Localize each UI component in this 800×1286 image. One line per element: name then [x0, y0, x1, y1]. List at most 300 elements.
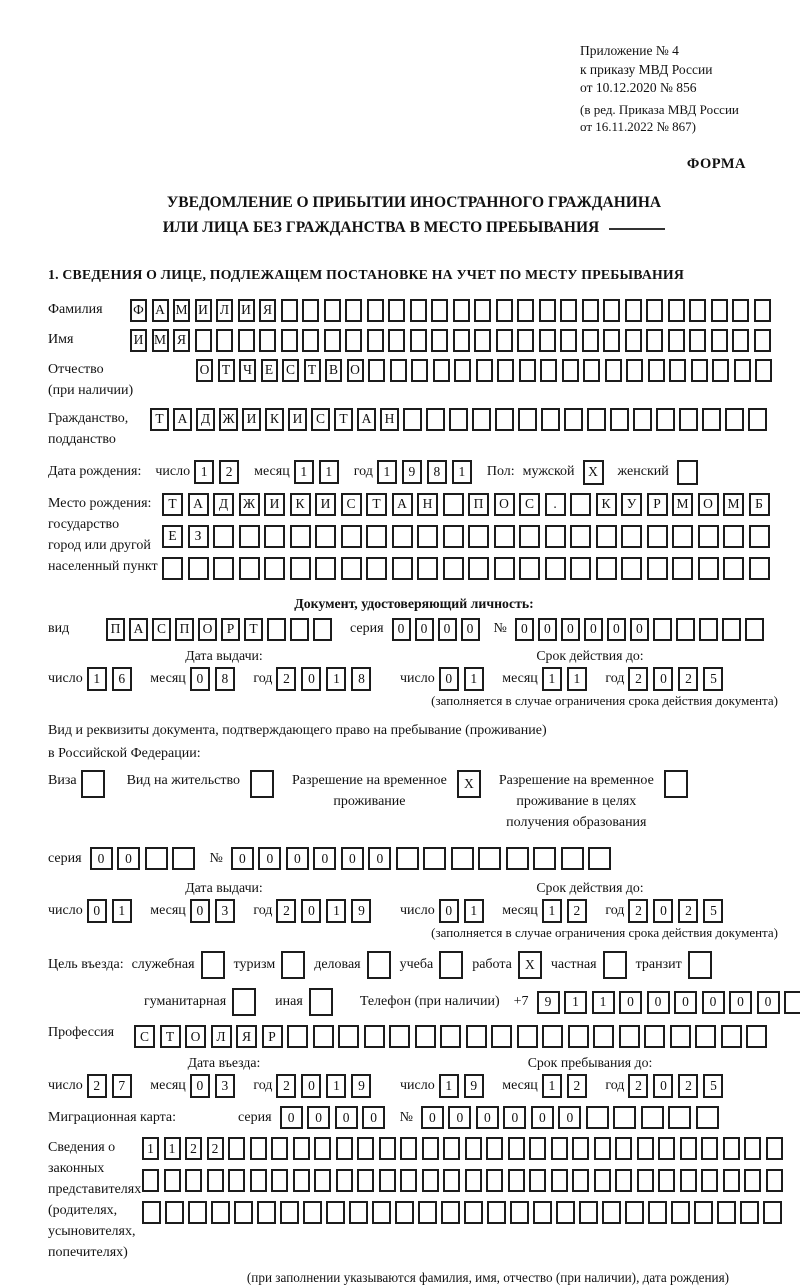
char-cell[interactable]	[188, 557, 209, 580]
char-cell[interactable]: У	[621, 493, 642, 516]
char-cell[interactable]	[422, 1137, 439, 1160]
char-cell[interactable]	[551, 1169, 568, 1192]
char-cell[interactable]	[689, 299, 706, 322]
char-cell[interactable]	[336, 1169, 353, 1192]
char-cell[interactable]	[646, 329, 663, 352]
char-cell[interactable]	[367, 299, 384, 322]
char-cell[interactable]: Ж	[239, 493, 260, 516]
char-cell[interactable]	[510, 1201, 529, 1224]
char-cell[interactable]	[679, 408, 698, 431]
char-cell[interactable]	[400, 1169, 417, 1192]
char-cell[interactable]	[433, 359, 450, 382]
char-cell[interactable]: П	[468, 493, 489, 516]
char-cell[interactable]	[518, 408, 537, 431]
char-cell[interactable]	[390, 359, 407, 382]
char-cell[interactable]: 0	[630, 618, 649, 641]
char-cell[interactable]	[572, 1169, 589, 1192]
char-cell[interactable]	[259, 329, 276, 352]
char-cell[interactable]	[701, 1137, 718, 1160]
char-cell[interactable]	[496, 329, 513, 352]
char-cell[interactable]: К	[265, 408, 284, 431]
char-cell[interactable]	[185, 1169, 202, 1192]
char-cell[interactable]	[302, 299, 319, 322]
char-cell[interactable]	[165, 1201, 184, 1224]
char-cell[interactable]	[754, 299, 771, 322]
char-cell[interactable]: 2	[567, 1074, 587, 1098]
char-cell[interactable]	[625, 1201, 644, 1224]
char-cell[interactable]: 2	[567, 899, 587, 923]
char-cell[interactable]: 0	[561, 618, 580, 641]
char-cell[interactable]	[582, 329, 599, 352]
char-cell[interactable]	[341, 557, 362, 580]
char-cell[interactable]	[582, 299, 599, 322]
char-cell[interactable]: Я	[173, 329, 190, 352]
char-cell[interactable]	[392, 525, 413, 548]
char-cell[interactable]	[701, 1169, 718, 1192]
char-cell[interactable]: И	[130, 329, 147, 352]
char-cell[interactable]	[570, 493, 591, 516]
char-cell[interactable]	[593, 1025, 614, 1048]
char-cell[interactable]: 2	[276, 899, 296, 923]
char-cell[interactable]	[586, 1106, 609, 1129]
char-cell[interactable]: Т	[334, 408, 353, 431]
char-cell[interactable]: 1	[439, 1074, 459, 1098]
char-cell[interactable]	[239, 525, 260, 548]
char-cell[interactable]: О	[185, 1025, 206, 1048]
char-cell[interactable]: 5	[703, 899, 723, 923]
char-cell[interactable]: И	[315, 493, 336, 516]
char-cell[interactable]	[637, 1137, 654, 1160]
char-cell[interactable]	[443, 1169, 460, 1192]
char-cell[interactable]	[162, 557, 183, 580]
char-cell[interactable]	[290, 618, 309, 641]
char-cell[interactable]	[533, 1201, 552, 1224]
char-cell[interactable]: Я	[259, 299, 276, 322]
char-cell[interactable]	[619, 1025, 640, 1048]
char-cell[interactable]	[551, 1137, 568, 1160]
char-cell[interactable]	[605, 359, 622, 382]
char-cell[interactable]	[345, 299, 362, 322]
char-cell[interactable]: 0	[531, 1106, 554, 1129]
char-cell[interactable]	[723, 1169, 740, 1192]
char-cell[interactable]	[476, 359, 493, 382]
char-cell[interactable]	[625, 329, 642, 352]
char-cell[interactable]	[564, 408, 583, 431]
char-cell[interactable]: 2	[678, 899, 698, 923]
char-cell[interactable]	[497, 359, 514, 382]
char-cell[interactable]	[670, 1025, 691, 1048]
char-cell[interactable]: 1	[194, 460, 214, 484]
char-cell[interactable]: К	[290, 493, 311, 516]
char-cell[interactable]	[613, 1106, 636, 1129]
char-cell[interactable]	[641, 1106, 664, 1129]
char-cell[interactable]: 2	[628, 899, 648, 923]
char-cell[interactable]	[672, 557, 693, 580]
char-cell[interactable]: 2	[628, 1074, 648, 1098]
char-cell[interactable]	[723, 1137, 740, 1160]
char-cell[interactable]: 0	[368, 847, 391, 870]
char-cell[interactable]	[478, 847, 501, 870]
char-cell[interactable]: 1	[564, 991, 587, 1014]
char-cell[interactable]	[625, 299, 642, 322]
char-cell[interactable]	[395, 1201, 414, 1224]
char-cell[interactable]	[211, 1201, 230, 1224]
char-cell[interactable]: 2	[219, 460, 239, 484]
char-cell[interactable]: 0	[313, 847, 336, 870]
char-cell[interactable]	[626, 359, 643, 382]
char-cell[interactable]	[694, 1201, 713, 1224]
char-cell[interactable]	[315, 525, 336, 548]
char-cell[interactable]: С	[519, 493, 540, 516]
char-cell[interactable]	[545, 525, 566, 548]
char-cell[interactable]	[594, 1137, 611, 1160]
char-cell[interactable]	[596, 525, 617, 548]
char-cell[interactable]: 0	[674, 991, 697, 1014]
char-cell[interactable]	[749, 525, 770, 548]
char-cell[interactable]: 0	[231, 847, 254, 870]
char-cell[interactable]	[495, 408, 514, 431]
char-cell[interactable]	[570, 557, 591, 580]
char-cell[interactable]: 0	[619, 991, 642, 1014]
char-cell[interactable]: И	[288, 408, 307, 431]
char-cell[interactable]	[671, 1201, 690, 1224]
char-cell[interactable]: 0	[702, 991, 725, 1014]
char-cell[interactable]: О	[698, 493, 719, 516]
char-cell[interactable]	[264, 557, 285, 580]
char-cell[interactable]: 0	[258, 847, 281, 870]
char-cell[interactable]	[637, 1169, 654, 1192]
char-cell[interactable]: 0	[729, 991, 752, 1014]
char-cell[interactable]	[188, 1201, 207, 1224]
char-cell[interactable]: Т	[244, 618, 263, 641]
char-cell[interactable]	[403, 408, 422, 431]
char-cell[interactable]: А	[392, 493, 413, 516]
char-cell[interactable]: С	[311, 408, 330, 431]
char-cell[interactable]: Т	[162, 493, 183, 516]
char-cell[interactable]	[486, 1169, 503, 1192]
char-cell[interactable]: Т	[366, 493, 387, 516]
char-cell[interactable]: О	[347, 359, 364, 382]
char-cell[interactable]: 0	[301, 667, 321, 691]
char-cell[interactable]	[669, 359, 686, 382]
char-cell[interactable]	[766, 1169, 783, 1192]
char-cell[interactable]: И	[238, 299, 255, 322]
char-cell[interactable]	[313, 1025, 334, 1048]
char-cell[interactable]: 5	[703, 667, 723, 691]
char-cell[interactable]	[749, 557, 770, 580]
char-cell[interactable]	[474, 329, 491, 352]
char-cell[interactable]	[658, 1169, 675, 1192]
char-cell[interactable]	[508, 1137, 525, 1160]
char-cell[interactable]: 5	[703, 1074, 723, 1098]
char-cell[interactable]	[677, 460, 698, 485]
char-cell[interactable]: 9	[464, 1074, 484, 1098]
char-cell[interactable]: 1	[142, 1137, 159, 1160]
char-cell[interactable]	[468, 525, 489, 548]
char-cell[interactable]	[556, 1201, 575, 1224]
char-cell[interactable]: 0	[653, 1074, 673, 1098]
char-cell[interactable]	[784, 991, 800, 1014]
char-cell[interactable]	[466, 1025, 487, 1048]
char-cell[interactable]: 0	[607, 618, 626, 641]
char-cell[interactable]: 0	[190, 899, 210, 923]
char-cell[interactable]	[744, 1169, 761, 1192]
char-cell[interactable]: 0	[190, 667, 210, 691]
char-cell[interactable]	[754, 329, 771, 352]
char-cell[interactable]: 0	[653, 667, 673, 691]
char-cell[interactable]: 0	[301, 899, 321, 923]
char-cell[interactable]: 2	[276, 667, 296, 691]
char-cell[interactable]: 0	[362, 1106, 385, 1129]
char-cell[interactable]: 1	[542, 667, 562, 691]
char-cell[interactable]	[250, 1169, 267, 1192]
char-cell[interactable]	[464, 1201, 483, 1224]
char-cell[interactable]: И	[242, 408, 261, 431]
char-cell[interactable]	[250, 770, 274, 798]
char-cell[interactable]: 2	[678, 667, 698, 691]
char-cell[interactable]	[542, 1025, 563, 1048]
char-cell[interactable]: 0	[584, 618, 603, 641]
char-cell[interactable]: О	[196, 359, 213, 382]
char-cell[interactable]	[644, 1025, 665, 1048]
char-cell[interactable]	[561, 847, 584, 870]
char-cell[interactable]	[486, 1137, 503, 1160]
char-cell[interactable]	[366, 525, 387, 548]
char-cell[interactable]: Т	[150, 408, 169, 431]
char-cell[interactable]: 8	[351, 667, 371, 691]
char-cell[interactable]	[603, 951, 627, 979]
char-cell[interactable]: 9	[351, 899, 371, 923]
char-cell[interactable]	[648, 1201, 667, 1224]
char-cell[interactable]	[696, 1106, 719, 1129]
char-cell[interactable]	[357, 1137, 374, 1160]
char-cell[interactable]	[213, 557, 234, 580]
char-cell[interactable]	[293, 1169, 310, 1192]
char-cell[interactable]: М	[152, 329, 169, 352]
char-cell[interactable]	[443, 525, 464, 548]
char-cell[interactable]: 1	[464, 667, 484, 691]
char-cell[interactable]	[364, 1025, 385, 1048]
char-cell[interactable]	[281, 329, 298, 352]
char-cell[interactable]: 1	[326, 667, 346, 691]
char-cell[interactable]: 0	[538, 618, 557, 641]
char-cell[interactable]	[603, 329, 620, 352]
char-cell[interactable]	[668, 329, 685, 352]
char-cell[interactable]: 0	[415, 618, 434, 641]
char-cell[interactable]: 0	[341, 847, 364, 870]
char-cell[interactable]	[250, 1137, 267, 1160]
char-cell[interactable]	[723, 525, 744, 548]
char-cell[interactable]	[453, 299, 470, 322]
char-cell[interactable]	[441, 1201, 460, 1224]
char-cell[interactable]	[517, 1025, 538, 1048]
char-cell[interactable]: 0	[392, 618, 411, 641]
char-cell[interactable]	[691, 359, 708, 382]
char-cell[interactable]: Л	[216, 299, 233, 322]
char-cell[interactable]	[216, 329, 233, 352]
char-cell[interactable]	[281, 951, 305, 979]
char-cell[interactable]: Т	[218, 359, 235, 382]
char-cell[interactable]	[746, 1025, 767, 1048]
char-cell[interactable]	[517, 329, 534, 352]
char-cell[interactable]: .	[545, 493, 566, 516]
char-cell[interactable]: 2	[678, 1074, 698, 1098]
char-cell[interactable]	[688, 951, 712, 979]
char-cell[interactable]	[389, 1025, 410, 1048]
char-cell[interactable]: Ф	[130, 299, 147, 322]
char-cell[interactable]	[648, 359, 665, 382]
char-cell[interactable]	[195, 329, 212, 352]
char-cell[interactable]	[725, 408, 744, 431]
char-cell[interactable]	[540, 359, 557, 382]
char-cell[interactable]	[721, 1025, 742, 1048]
char-cell[interactable]: 1	[567, 667, 587, 691]
char-cell[interactable]: 3	[215, 1074, 235, 1098]
char-cell[interactable]: 1	[319, 460, 339, 484]
char-cell[interactable]: 2	[276, 1074, 296, 1098]
char-cell[interactable]	[487, 1201, 506, 1224]
char-cell[interactable]	[533, 847, 556, 870]
char-cell[interactable]: С	[282, 359, 299, 382]
char-cell[interactable]	[440, 1025, 461, 1048]
char-cell[interactable]	[519, 359, 536, 382]
char-cell[interactable]: Е	[162, 525, 183, 548]
char-cell[interactable]	[672, 525, 693, 548]
char-cell[interactable]	[676, 618, 695, 641]
char-cell[interactable]	[539, 329, 556, 352]
char-cell[interactable]	[744, 1137, 761, 1160]
char-cell[interactable]	[372, 1201, 391, 1224]
char-cell[interactable]	[596, 557, 617, 580]
char-cell[interactable]	[572, 1137, 589, 1160]
char-cell[interactable]	[740, 1201, 759, 1224]
char-cell[interactable]	[583, 359, 600, 382]
char-cell[interactable]: А	[357, 408, 376, 431]
char-cell[interactable]	[621, 525, 642, 548]
char-cell[interactable]	[290, 525, 311, 548]
char-cell[interactable]	[313, 618, 332, 641]
char-cell[interactable]	[388, 329, 405, 352]
char-cell[interactable]: 1	[542, 899, 562, 923]
char-cell[interactable]	[579, 1201, 598, 1224]
char-cell[interactable]: 0	[286, 847, 309, 870]
char-cell[interactable]	[239, 557, 260, 580]
char-cell[interactable]: Я	[236, 1025, 257, 1048]
char-cell[interactable]	[668, 1106, 691, 1129]
char-cell[interactable]: 0	[438, 618, 457, 641]
char-cell[interactable]: К	[596, 493, 617, 516]
char-cell[interactable]	[81, 770, 105, 798]
char-cell[interactable]	[560, 329, 577, 352]
char-cell[interactable]	[431, 299, 448, 322]
char-cell[interactable]	[345, 329, 362, 352]
char-cell[interactable]: 0	[190, 1074, 210, 1098]
char-cell[interactable]	[508, 1169, 525, 1192]
char-cell[interactable]: 0	[439, 667, 459, 691]
char-cell[interactable]	[326, 1201, 345, 1224]
char-cell[interactable]: Р	[221, 618, 240, 641]
char-cell[interactable]: 1	[592, 991, 615, 1014]
char-cell[interactable]	[302, 329, 319, 352]
char-cell[interactable]	[415, 1025, 436, 1048]
char-cell[interactable]	[426, 408, 445, 431]
char-cell[interactable]	[280, 1201, 299, 1224]
char-cell[interactable]: 0	[515, 618, 534, 641]
char-cell[interactable]	[287, 1025, 308, 1048]
char-cell[interactable]	[453, 329, 470, 352]
char-cell[interactable]	[496, 299, 513, 322]
char-cell[interactable]: 1	[164, 1137, 181, 1160]
char-cell[interactable]	[615, 1169, 632, 1192]
char-cell[interactable]: X	[518, 951, 542, 979]
char-cell[interactable]: 2	[185, 1137, 202, 1160]
char-cell[interactable]	[711, 329, 728, 352]
char-cell[interactable]	[357, 1169, 374, 1192]
char-cell[interactable]	[213, 525, 234, 548]
char-cell[interactable]	[142, 1169, 159, 1192]
char-cell[interactable]	[238, 329, 255, 352]
char-cell[interactable]	[410, 329, 427, 352]
char-cell[interactable]: 0	[448, 1106, 471, 1129]
char-cell[interactable]	[647, 525, 668, 548]
char-cell[interactable]: 1	[377, 460, 397, 484]
char-cell[interactable]: Р	[262, 1025, 283, 1048]
char-cell[interactable]: П	[106, 618, 125, 641]
char-cell[interactable]: X	[583, 460, 604, 485]
char-cell[interactable]	[695, 1025, 716, 1048]
char-cell[interactable]	[494, 525, 515, 548]
char-cell[interactable]: А	[188, 493, 209, 516]
char-cell[interactable]: О	[494, 493, 515, 516]
char-cell[interactable]	[379, 1137, 396, 1160]
char-cell[interactable]	[392, 557, 413, 580]
char-cell[interactable]: И	[264, 493, 285, 516]
char-cell[interactable]: 8	[427, 460, 447, 484]
char-cell[interactable]	[615, 1137, 632, 1160]
char-cell[interactable]	[560, 299, 577, 322]
char-cell[interactable]: Л	[211, 1025, 232, 1048]
char-cell[interactable]	[418, 1201, 437, 1224]
char-cell[interactable]: И	[195, 299, 212, 322]
char-cell[interactable]	[699, 618, 718, 641]
char-cell[interactable]: 7	[112, 1074, 132, 1098]
char-cell[interactable]: 0	[280, 1106, 303, 1129]
char-cell[interactable]: 0	[90, 847, 113, 870]
char-cell[interactable]: Н	[417, 493, 438, 516]
char-cell[interactable]	[164, 1169, 181, 1192]
char-cell[interactable]	[396, 847, 419, 870]
char-cell[interactable]	[562, 359, 579, 382]
char-cell[interactable]	[367, 329, 384, 352]
char-cell[interactable]	[570, 525, 591, 548]
char-cell[interactable]: М	[723, 493, 744, 516]
char-cell[interactable]: 0	[647, 991, 670, 1014]
char-cell[interactable]: 0	[653, 899, 673, 923]
char-cell[interactable]	[293, 1137, 310, 1160]
char-cell[interactable]	[303, 1201, 322, 1224]
char-cell[interactable]	[234, 1201, 253, 1224]
char-cell[interactable]	[506, 847, 529, 870]
char-cell[interactable]	[451, 847, 474, 870]
char-cell[interactable]: Ч	[239, 359, 256, 382]
char-cell[interactable]: 0	[461, 618, 480, 641]
char-cell[interactable]: П	[175, 618, 194, 641]
char-cell[interactable]	[539, 299, 556, 322]
char-cell[interactable]	[410, 299, 427, 322]
char-cell[interactable]	[388, 299, 405, 322]
char-cell[interactable]	[732, 299, 749, 322]
char-cell[interactable]: 2	[628, 667, 648, 691]
